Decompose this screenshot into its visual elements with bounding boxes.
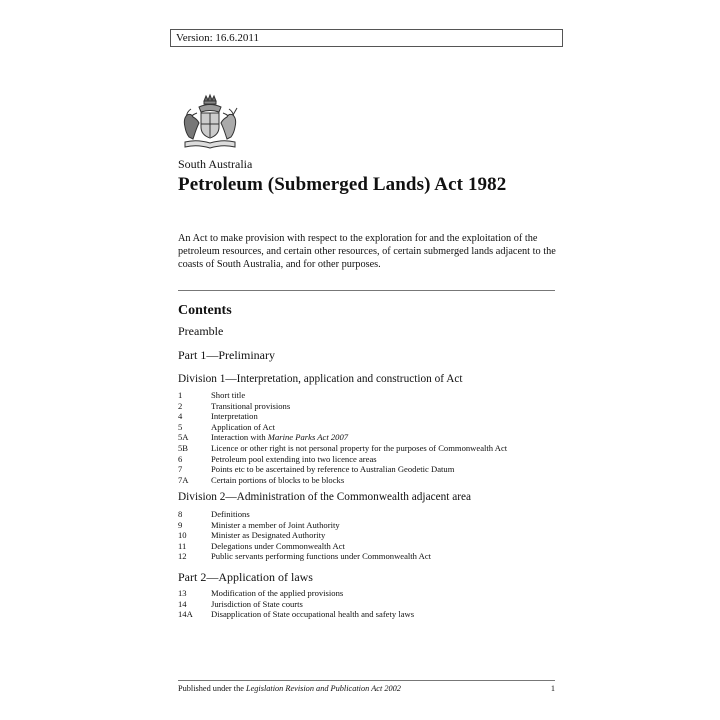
contents-heading: Contents <box>178 303 232 318</box>
toc-item[interactable]: 10 Minister as Designated Authority <box>178 530 326 541</box>
page-footer <box>178 684 555 693</box>
toc-item[interactable]: 5 Application of Act <box>178 421 275 432</box>
toc-item[interactable]: 4 Interpretation <box>178 411 258 422</box>
act-title: Petroleum (Submerged Lands) Act 1982 <box>178 174 507 195</box>
footer-divider <box>178 680 555 681</box>
page-number: 1 <box>550 684 555 693</box>
toc-part-2-list <box>178 588 558 620</box>
divider <box>178 290 555 291</box>
toc-item[interactable]: 5A Interaction with Marine Parks Act 2007 <box>178 432 349 443</box>
toc-item[interactable]: 8 Definitions <box>178 509 250 519</box>
toc-item[interactable]: 13 Modification of the applied provisions <box>178 588 344 598</box>
toc-item[interactable]: 12 Public servants performing functions under Commonwealth Act <box>178 551 432 562</box>
version-header: Version: 16.6.2011 <box>170 29 563 47</box>
toc-item[interactable]: 6 Petroleum pool extending into two licence areas <box>178 453 377 464</box>
toc-division-1-list <box>178 390 558 485</box>
toc-item[interactable]: 14 Jurisdiction of State courts <box>178 598 303 609</box>
jurisdiction-label: South Australia <box>178 157 253 171</box>
toc-division-2-list <box>178 509 558 562</box>
toc-division-1[interactable]: Division 1—Interpretation, application and construction of Act <box>178 373 463 385</box>
toc-item[interactable]: 7 Points etc to be ascertained by reference to Australian Geodetic Datum <box>178 464 455 475</box>
toc-item[interactable]: 9 Minister a member of Joint Authority <box>178 519 340 530</box>
toc-part-2[interactable]: Part 2—Application of laws <box>178 570 313 584</box>
toc-item[interactable]: 5B Licence or other right is not personal property for the purposes of Commonwealth Act <box>178 442 508 453</box>
toc-item[interactable]: 2 Transitional provisions <box>178 400 291 411</box>
toc-item[interactable]: 14A Disapplication of State occupational health and safety laws <box>178 609 415 620</box>
coat-of-arms-icon <box>177 93 243 151</box>
toc-item[interactable]: 1 Short title <box>178 390 246 400</box>
act-long-title: An Act to make provision with respect to the exploration for and the exploitation of the petroleum resources, and certain other resources, of certain submerged lands adjacent to the coasts of South Australia, and for other purposes. <box>178 233 556 271</box>
toc-part-1[interactable]: Part 1—Preliminary <box>178 348 275 362</box>
toc-preamble[interactable]: Preamble <box>178 324 224 338</box>
toc-division-2[interactable]: Division 2—Administration of the Commonwealth adjacent area <box>178 491 472 503</box>
toc-item[interactable]: 11 Delegations under Commonwealth Act <box>178 540 345 551</box>
footer-publication-note: Published under the Legislation Revision and Publication Act 2002 <box>178 684 401 693</box>
toc-item[interactable]: 7A Certain portions of blocks to be blocks <box>178 474 345 485</box>
